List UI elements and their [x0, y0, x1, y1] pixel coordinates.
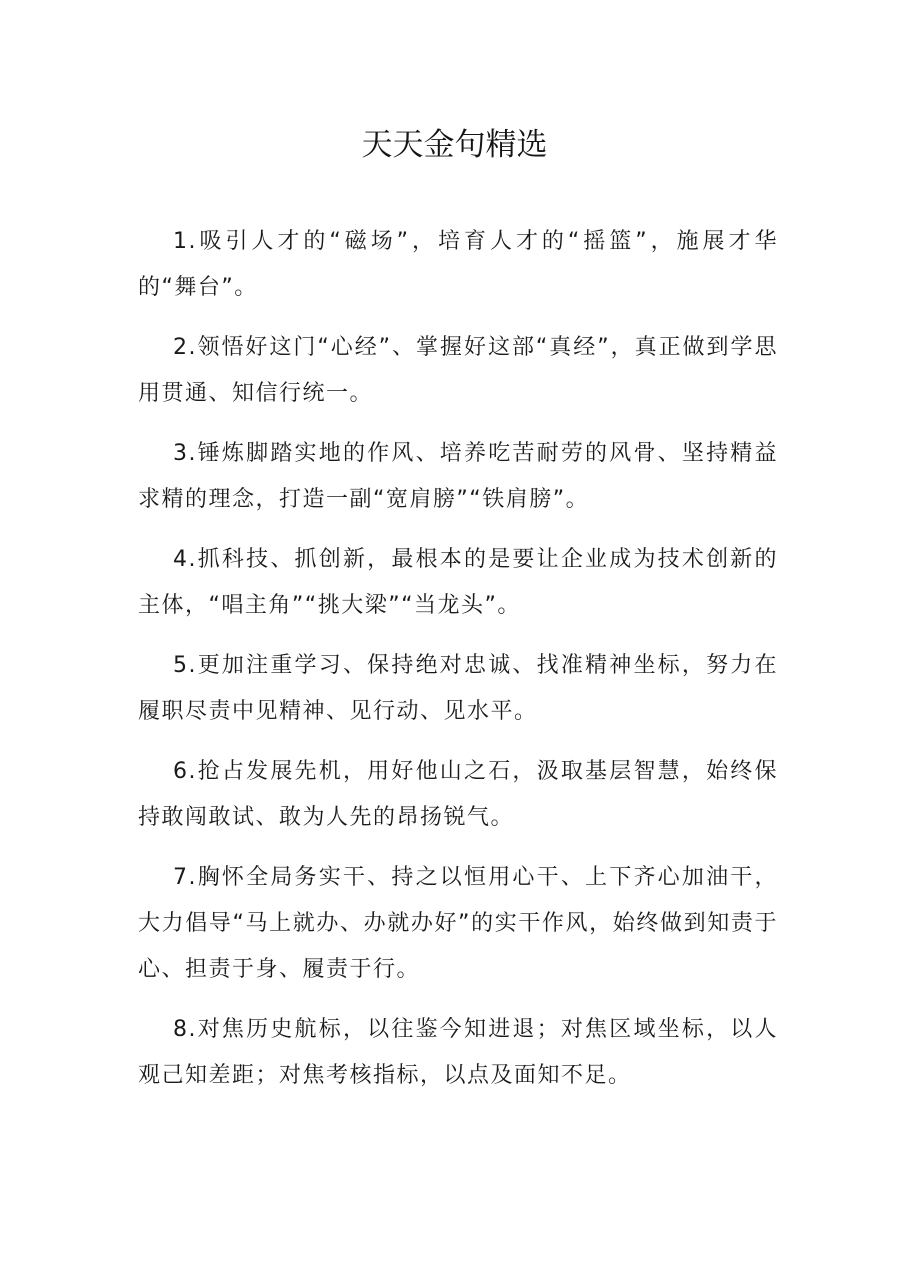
quote-item-4: 4.抓科技、抓创新，最根本的是要让企业成为技术创新的主体，“唱主角”“挑大梁”“当龙头”。	[138, 547, 778, 618]
quote-item-5: 5.更加注重学习、保持绝对忠诚、找准精神坐标，努力在履职尽责中见精神、见行动、见水平。	[138, 653, 778, 724]
quote-item-8: 8.对焦历史航标，以往鉴今知进退；对焦区域坐标，以人观己知差距；对焦考核指标，以点及面知不足。	[138, 1017, 778, 1088]
quote-item-1: 1.吸引人才的“磁场”，培育人才的“摇篮”，施展才华的“舞台”。	[138, 229, 778, 300]
quote-item-2: 2.领悟好这门“心经”、掌握好这部“真经”，真正做到学思用贯通、知信行统一。	[138, 335, 778, 406]
quote-item-6: 6.抢占发展先机，用好他山之石，汲取基层智慧，始终保持敢闯敢试、敢为人先的昂扬锐气。	[138, 759, 778, 830]
quote-item-3: 3.锤炼脚踏实地的作风、培养吃苦耐劳的风骨、坚持精益求精的理念，打造一副“宽肩膀”“铁肩膀”。	[138, 441, 778, 512]
quote-item-7: 7.胸怀全局务实干、持之以恒用心干、上下齐心加油干，大力倡导“马上就办、办就办好”的实干作风，始终做到知责于心、担责于身、履责于行。	[138, 865, 778, 982]
quote-list	[138, 219, 778, 1113]
page-title: 天天金句精选	[361, 127, 548, 163]
